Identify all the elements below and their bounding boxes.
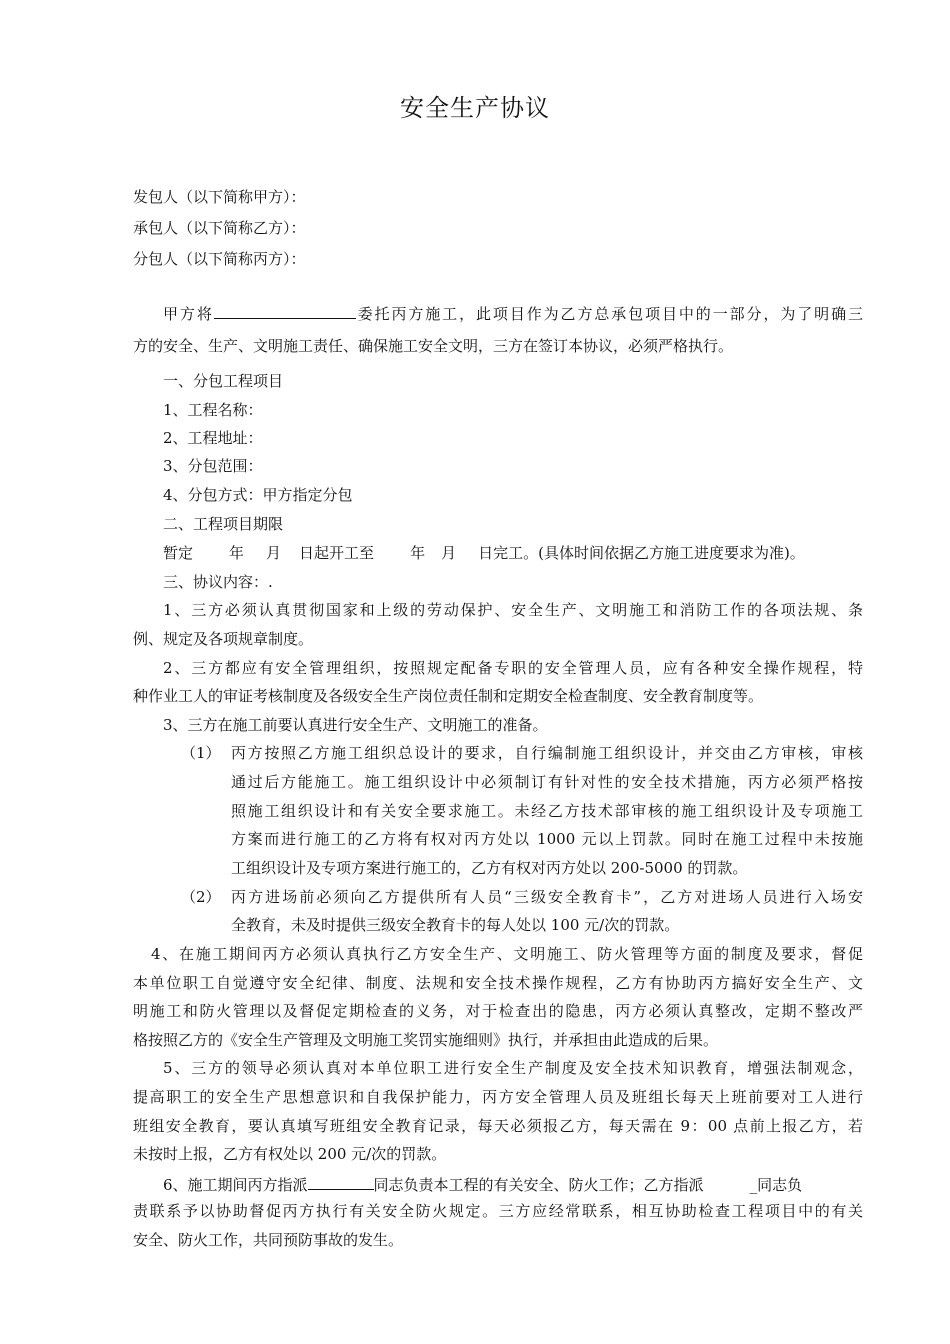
sub-item-2-number: （2） (181, 888, 221, 906)
clause2-line-1: 2、三方都应有安全管理组织，按照规定配备专职的安全管理人员，应有各种安全操作规程，特 (163, 659, 863, 677)
party-subcontractor: 分包人（以下简称丙方）： (133, 250, 306, 268)
sub-item-2-line-2: 全教育，未及时提供三级安全教育卡的每人处以 100 元/次的罚款。 (231, 916, 680, 934)
clause6-line-2: 责联系予以协助督促丙方执行有关安全防火规定。三方应经常联系，相互协助检查工程项目中的有关 (133, 1202, 863, 1220)
party-contractor: 承包人（以下简称乙方）： (133, 219, 306, 237)
sub-item-2-line-1: 丙方进场前必须向乙方提供所有人员“三级安全教育卡”，乙方对进场人员进行入场安 (231, 888, 863, 906)
clause4-line-3: 明施工和防火管理以及督促定期检查的义务，对于检查出的隐患，丙方必须认真整改，定期不整改严 (133, 1002, 863, 1020)
clause4-line-1: 4、在施工期间丙方必须认真执行乙方安全生产、文明施工、防火管理等方面的制度及要求，督促 (151, 945, 863, 963)
clause2-line-2: 种作业工人的审证考核制度及各级安全生产岗位责任制和定期安全检查制度、安全教育制度等。 (133, 687, 764, 705)
project-address: 2、工程地址： (163, 429, 263, 447)
clause5-line-2: 提高职工的安全生产思想意识和自我保护能力，丙方安全管理人员及班组长每天上班前要对工人进行 (133, 1088, 863, 1106)
clause1-line-2: 例、规定及各项规章制度。 (133, 630, 314, 648)
sub-item-1-line-1: 丙方按照乙方施工组织总设计的要求，自行编制施工组织设计，并交由乙方审核，审核 (231, 744, 863, 762)
section2-heading: 二、工程项目期限 (163, 515, 284, 533)
clause5-line-3: 班组安全教育，要认真填写班组安全教育记录，每天必须报乙方，每天需在 9：00 点前上报乙方，若 (133, 1117, 863, 1135)
clause5-line-1: 5、三方的领导必须认真对本单位职工进行安全生产制度及安全技术知识教育，增强法制观念， (163, 1059, 863, 1077)
sub-item-1-line-5: 工组织设计及专项方案进行施工的，乙方有权对丙方处以 200-5000 的罚款。 (231, 859, 748, 877)
clause1-line-1: 1、三方必须认真贯彻国家和上级的劳动保护、安全生产、文明施工和消防工作的各项法规、条 (163, 601, 863, 619)
sub-item-1-line-2: 通过后方能施工。施工组织设计中必须制订有针对性的安全技术措施，丙方必须严格按 (231, 773, 863, 791)
clause6-line-3: 安全、防火工作，共同预防事故的发生。 (133, 1231, 404, 1249)
document-title: 安全生产协议 (400, 94, 550, 122)
subcontract-method: 4、分包方式：甲方指定分包 (163, 486, 353, 504)
period-line: 暂定 年 月 日起开工至 年 月 日完工。(具体时间依据乙方施工进度要求为准)。 (163, 544, 805, 562)
subcontract-scope: 3、分包范围： (163, 457, 263, 475)
sub-item-1-line-3: 照施工组织设计和有关安全要求施工。未经乙方技术部审核的施工组织设计及专项施工 (231, 802, 863, 820)
clause5-line-4: 未按时上报，乙方有权处以 200 元/次的罚款。 (133, 1145, 447, 1163)
project-name: 1、工程名称： (163, 401, 263, 419)
clause4-line-2: 本单位职工自觉遵守安全纪律、制度、法规和安全技术操作规程，乙方有协助丙方搞好安全生产、文 (133, 974, 863, 992)
sub-item-1-number: （1） (181, 744, 221, 762)
party-employer: 发包人（以下简称甲方）： (133, 188, 306, 206)
clause3-line: 3、三方在施工前要认真进行安全生产、文明施工的准备。 (163, 716, 548, 734)
project-blank (214, 303, 356, 319)
sub-item-1-line-4: 方案而进行施工的乙方将有权对丙方处以 1000 元以上罚款。同时在施工过程中未按施 (231, 830, 863, 848)
section3-heading: 三、协议内容：. (163, 573, 273, 591)
intro-line-2: 方的安全、生产、文明施工责任、确保施工安全文明，三方在签订本协议，必须严格执行。 (133, 337, 734, 355)
safety-officer-blank (308, 1174, 374, 1190)
clause6-line-1: 6、施工期间丙方指派 同志负责本工程的有关安全、防火工作；乙方指派 _同志负 (163, 1176, 803, 1194)
clause4-line-4: 格按照乙方的《安全生产管理及文明施工奖罚实施细则》执行，并承担由此造成的后果。 (133, 1031, 719, 1049)
section1-heading: 一、分包工程项目 (163, 372, 284, 390)
intro-line-1: 甲方将 委托丙方施工，此项目作为乙方总承包项目中的一部分，为了明确三 (163, 305, 863, 323)
